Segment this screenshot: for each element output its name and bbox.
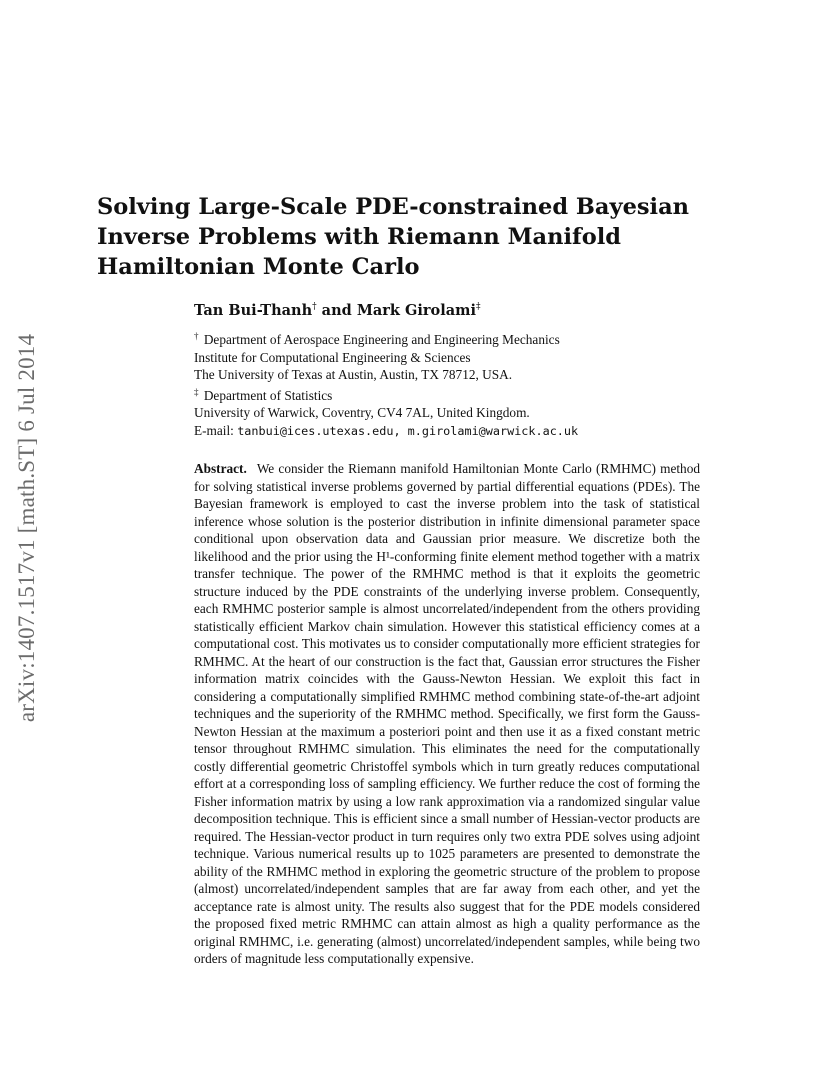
author-connector: and [316, 302, 357, 319]
author-list [194, 302, 480, 319]
title-line-2: Inverse Problems with Riemann Manifold [97, 224, 621, 250]
affiliation-line: University of Warwick, Coventry, CV4 7AL, United Kingdom. [194, 405, 530, 421]
email-addresses: tanbui@ices.utexas.edu, m.girolami@warwick.ac.uk [237, 424, 579, 438]
affiliations [194, 328, 714, 422]
abstract [194, 460, 700, 968]
title-line-3: Hamiltonian Monte Carlo [97, 254, 420, 280]
affiliation-line: Institute for Computational Engineering & Sciences [194, 349, 471, 365]
affiliation-mark: † [312, 302, 317, 312]
affiliation-text: Department of Aerospace Engineering and Engineering Mechanics [203, 332, 560, 347]
author-name: Mark Girolami [356, 302, 476, 319]
arxiv-identifier-stamp: arXiv:1407.1517v1 [math.ST] 6 Jul 2014 [14, 333, 39, 723]
affiliation-line [194, 384, 714, 405]
affiliation-line: The University of Texas at Austin, Austin, TX 78712, USA. [194, 367, 513, 383]
email-label: E-mail: [194, 423, 238, 438]
affiliation-mark: † [194, 331, 199, 341]
affiliation-mark: ‡ [194, 386, 199, 397]
abstract-body: We consider the Riemann manifold Hamiltonian Monte Carlo (RMHMC) method for solving statistical inverse problems governed by partial differential equations (PDEs). The Bayesian framework is employed to cast the inverse problem into the task of statistical inference whose solution is the posterior distribution in infinite dimensional parameter space conditional upon observation data and Gaussian prior measure. We discretize both the likelihood and the prior using the H¹-conforming finite element method together with a matrix transfer technique. The power of the RMHMC method is that it exploits the geometric structure induced by the PDE constraints of the underlying inverse problem. Consequently, each RMHMC posterior sample is almost uncorrelated/independent from the others providing statistically efficient Markov chain simulation. However this statistical efficiency comes at a computational cost. This motivates us to consider computationally more efficient strategies for RMHMC. At the heart of our construction is the fact that, Gaussian error structures the Fisher information matrix coincides with the Gauss-Newton Hessian. We exploit this fact in considering a computationally simplified RMHMC method combining state-of-the-art adjoint techniques and the superiority of the RMHMC method. Specifically, we first form the Gauss-Newton Hessian at the maximum a posteriori point and then use it as a fixed constant metric tensor throughout RMHMC simulation. This eliminates the need for the computationally costly differential geometric Christoffel symbols which in turn greatly reduces computational effort at a corresponding loss of sampling efficiency. We further reduce the cost of forming the Fisher information matrix by using a low rank approximation via a randomized singular value decomposition technique. This is efficient since a small number of Hessian-vector products are required. The Hessian-vector product in turn requires only two extra PDE solves using adjoint technique. Various numerical results up to 1025 parameters are presented to demonstrate the ability of the RMHMC method in exploring the geometric structure of the problem to propose (almost) uncorrelated/independent samples that are far away from each other, and yet the acceptance rate is almost unity. The results also suggest that for the PDE models considered the proposed fixed metric RMHMC can attain almost as high a quality performance as the original RMHMC, i.e. generating (almost) uncorrelated/independent samples, while being two orders of magnitude less computationally expensive. [194, 461, 700, 966]
abstract-heading: Abstract. [194, 461, 247, 476]
title-line-1: Solving Large-Scale PDE-constrained Bayesian [97, 194, 690, 220]
author-name: Tan Bui-Thanh [194, 302, 313, 319]
affiliation-mark: ‡ [475, 302, 481, 312]
email-line [194, 423, 578, 439]
paper-title [97, 192, 717, 282]
affiliation-text: Department of Statistics [203, 387, 333, 403]
affiliation-line [194, 328, 714, 349]
